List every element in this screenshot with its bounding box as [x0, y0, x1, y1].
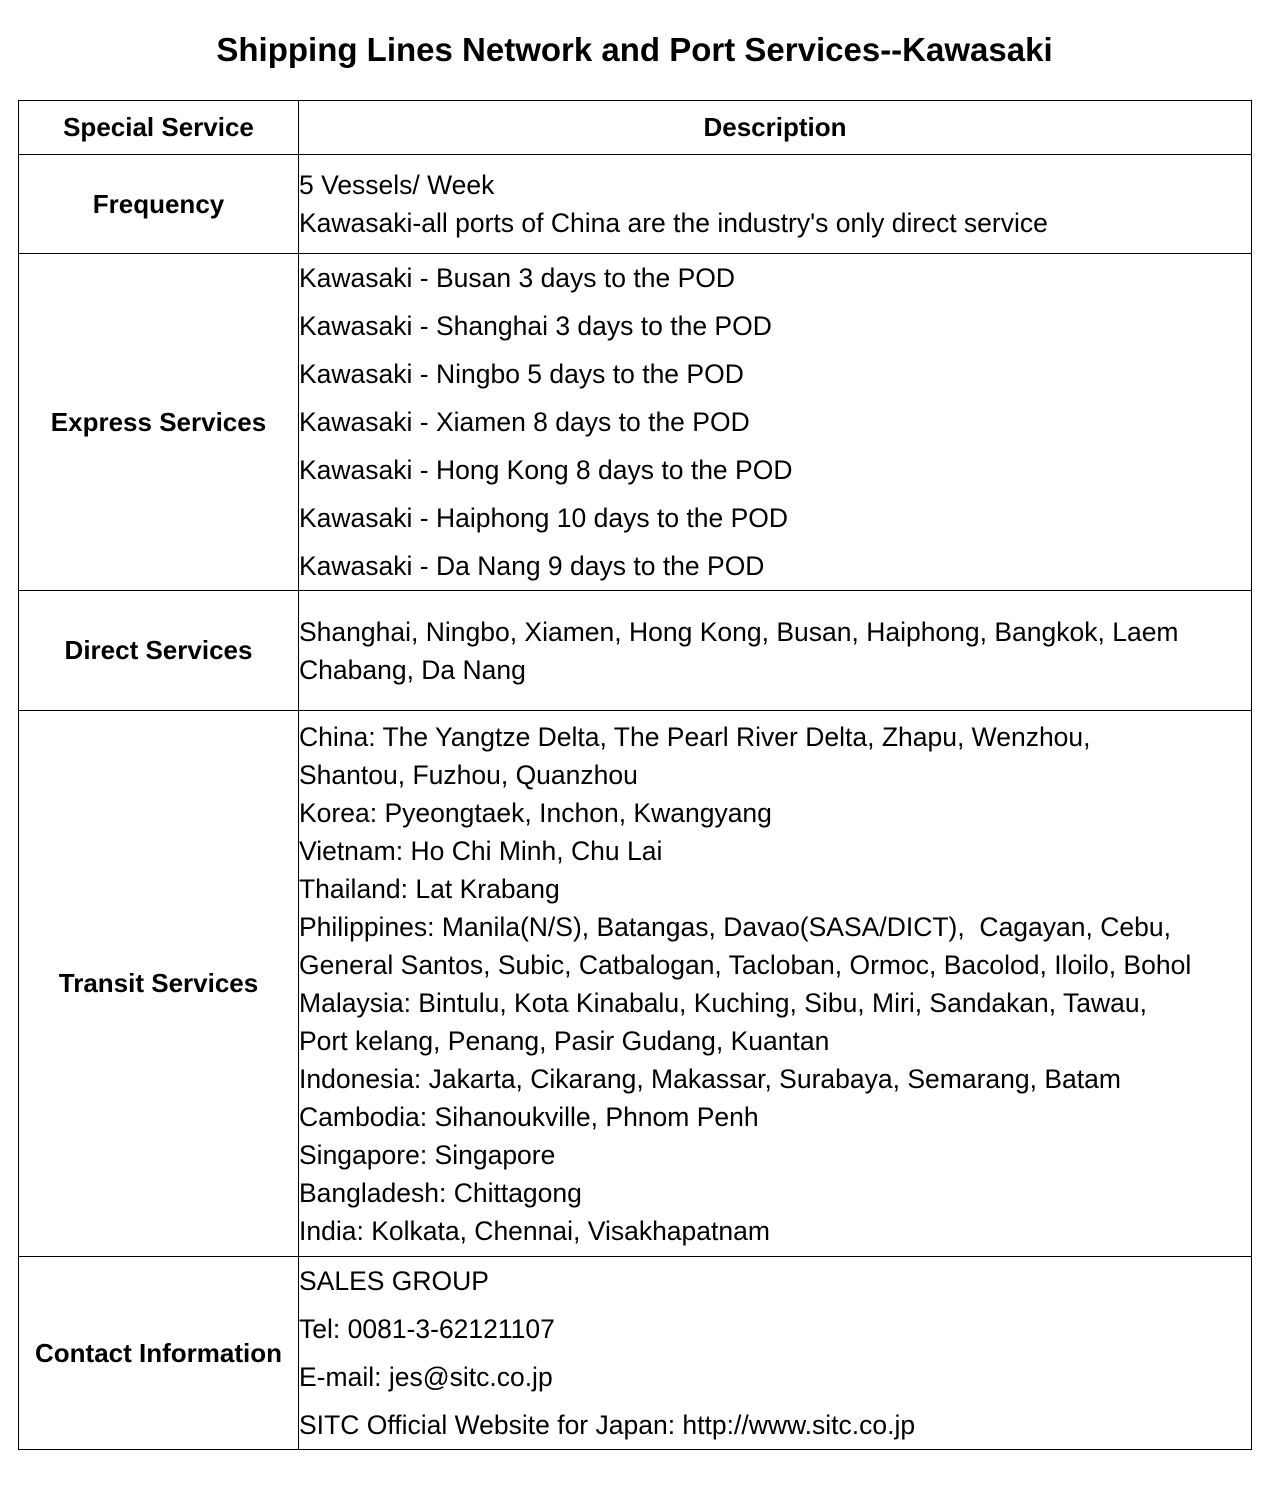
desc-contact-information	[299, 1257, 1252, 1450]
header-row	[19, 101, 1252, 155]
frequency-line: 5 Vessels/ Week	[299, 170, 495, 200]
row-express-services	[19, 254, 1252, 591]
header-special-service: Special Service	[19, 101, 299, 155]
transit-line: Bangladesh: Chittagong	[299, 1177, 582, 1208]
express-route: Kawasaki - Xiamen 8 days to the POD	[299, 407, 750, 437]
frequency-line: Kawasaki-all ports of China are the industry's only direct service	[299, 208, 1048, 238]
label-direct-services: Direct Services	[19, 591, 299, 711]
transit-line: General Santos, Subic, Catbalogan, Tacloban, Ormoc, Bacolod, Iloilo, Bohol	[299, 949, 1192, 980]
row-transit-services	[19, 711, 1252, 1257]
direct-ports: Shanghai, Ningbo, Xiamen, Hong Kong, Busan, Haiphong, Bangkok, Laem Chabang, Da Nang	[299, 616, 1179, 685]
contact-email: E-mail: jes@sitc.co.jp	[299, 1362, 553, 1392]
label-express-services: Express Services	[19, 254, 299, 591]
desc-transit-services	[299, 711, 1252, 1257]
desc-express-services	[299, 254, 1252, 591]
transit-line: Shantou, Fuzhou, Quanzhou	[299, 759, 638, 790]
express-route: Kawasaki - Hong Kong 8 days to the POD	[299, 455, 793, 485]
desc-direct-services	[299, 591, 1252, 711]
express-route: Kawasaki - Ningbo 5 days to the POD	[299, 359, 744, 389]
row-frequency	[19, 155, 1252, 254]
express-route: Kawasaki - Shanghai 3 days to the POD	[299, 311, 772, 341]
contact-website: SITC Official Website for Japan: http://www.sitc.co.jp	[299, 1410, 916, 1440]
row-direct-services	[19, 591, 1252, 711]
transit-line: Korea: Pyeongtaek, Inchon, Kwangyang	[299, 797, 772, 828]
contact-tel: Tel: 0081-3-62121107	[299, 1314, 555, 1344]
express-route: Kawasaki - Da Nang 9 days to the POD	[299, 551, 765, 581]
transit-line: India: Kolkata, Chennai, Visakhapatnam	[299, 1215, 770, 1246]
transit-line: Port kelang, Penang, Pasir Gudang, Kuantan	[299, 1025, 830, 1056]
label-transit-services: Transit Services	[19, 711, 299, 1257]
express-route: Kawasaki - Haiphong 10 days to the POD	[299, 503, 789, 533]
label-contact-information: Contact Information	[19, 1257, 299, 1450]
header-description: Description	[299, 101, 1252, 155]
express-route: Kawasaki - Busan 3 days to the POD	[299, 263, 735, 293]
transit-line: Indonesia: Jakarta, Cikarang, Makassar, Surabaya, Semarang, Batam	[299, 1063, 1121, 1094]
transit-line: Singapore: Singapore	[299, 1139, 556, 1170]
row-contact-information	[19, 1257, 1252, 1450]
transit-line: Philippines: Manila(N/S), Batangas, Davao(SASA/DICT), Cagayan, Cebu,	[299, 911, 1171, 942]
desc-frequency	[299, 155, 1252, 254]
transit-line: China: The Yangtze Delta, The Pearl River Delta, Zhapu, Wenzhou,	[299, 721, 1091, 752]
label-frequency: Frequency	[19, 155, 299, 254]
services-table	[18, 100, 1252, 1450]
transit-line: Thailand: Lat Krabang	[299, 873, 560, 904]
page-title: Shipping Lines Network and Port Services--Kawasaki	[216, 31, 1053, 68]
contact-group: SALES GROUP	[299, 1266, 489, 1296]
transit-line: Malaysia: Bintulu, Kota Kinabalu, Kuching, Sibu, Miri, Sandakan, Tawau,	[299, 987, 1147, 1018]
transit-line: Vietnam: Ho Chi Minh, Chu Lai	[299, 835, 663, 866]
transit-line: Cambodia: Sihanoukville, Phnom Penh	[299, 1101, 759, 1132]
